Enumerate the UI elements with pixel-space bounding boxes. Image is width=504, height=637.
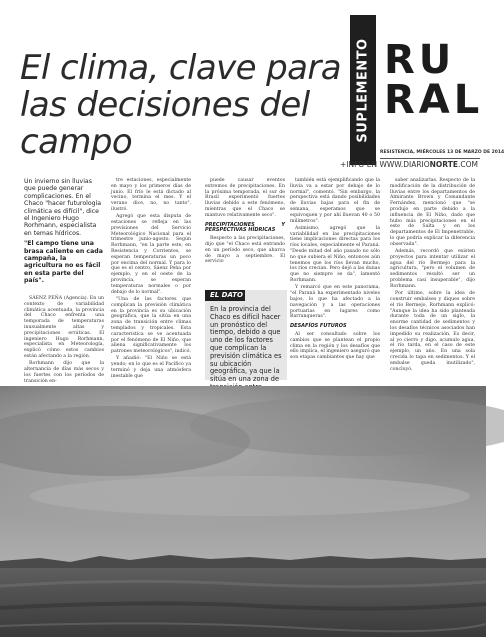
paragraph: Al ser consultado sobre los cambios que se plantean el propio clima en la región y los desafíos que ello implica, el ingeniero aseguró que son etapas cambiantes que hay que [290,331,380,361]
paragraph: Y añadió: "El Niño se está yendo; en lo que es el Pacífico ya terminó y deja una atmósfera inestable que [111,356,191,379]
article-column-2 [111,178,191,381]
paragraph: Por último, sobre la idea de construir embalses y diques sobre el río Bermejo, Rorhmann explicó: "Aunque la idea ha sido planteada durante toda de un siglo, la enorme cantidad de sedimentos y los desafíos técnicos asociados han impedido su realización. Es decir, al yo cierro y digo, acumulo agua, el río tarda, en el caso de este ejemplo, un año. En una sola crecida lo tapa en sedimentos. Y el embalse queda inutilizado", concluyó. [390,291,475,372]
deck-quote: "El campo tiene una brasa caliente en cada campaña, la agricultura no es fácil en esta parte del país". [24,240,103,285]
more-info-link[interactable]: +INFO EN WWW.DIARIONORTE.COM [340,160,478,169]
section-name-line1: RU [384,37,456,83]
paragraph: tre estaciones, especialmente en mayo y los primeros días de junio. El frío le está dictado al vecino, termina el mes. Y el verano dice, no, no tanto", ilustró. [111,178,191,212]
supplement-label: SUPLEMENTO [355,37,371,143]
paragraph: Y remarcó que en este panorama, "el Paraná ha experimentado niveles bajos, lo que ha afectado a la navegación y a las operaciones portuarias en lugares como Barranqueras". [290,285,380,320]
section-name [384,37,484,123]
headline: El clima, clave para las decisiones del campo [20,48,341,162]
paragraph: puede causar eventos extremos de precipitaciones. En la próxima temporada, el sur de Brasil experimentó fuertes lluvias debido a este fenómeno, mientras que el Chaco se mantuvo relativamente seco". [205,178,285,218]
article-column-4 [290,178,380,362]
article-column-5 [390,178,475,374]
fact-box-text: En la provincia del Chaco es difícil hacer un pronóstico del tiempo, debido a que uno de los factores que complican la previsión climática es su ubicación geográfica, ya que la sitúa en una zona de [210,305,282,384]
subheading: PRECIPITACIONES Y PERSPECTIVAS HÍDRICAS [205,221,285,234]
landscape-photo [0,386,486,637]
paragraph: Rorhmann dijo que la alternancia de días más secos y los fuertes con los períodos de transición en- [24,361,104,384]
paragraph: saber analizarlas. Respecto de la modificación de la distribución de lluvias entre los departamentos de Almirante Brown y Comandante Fernández, mencionó que "se produjo en parte debido a la influencia de El Niño, dado que hubo más precipitaciones en el este de Salta y en los departamentos de El Impenetrable, lo que podría explicar la diferencia observada". [390,178,475,247]
paragraph: Respecto a las precipitaciones, dijo que "el Chaco está entrando en un período seco, que abarca de mayo a septiembre. El servicio [205,236,285,265]
subheading: DESAFÍOS FUTUROS [290,323,347,330]
deck-text: Un invierno sin lluvias que puede generar complicaciones. En el Chaco "hacer futurología climática es difícil", dice el Ingeniero Hugo Rorhmann, especialista en temas hídricos. [24,178,102,237]
deck [24,178,104,285]
paragraph: Asimismo, agregó que la variabilidad en las precipitaciones tiene implicaciones directas para los ríos locales, especialmente el Paraná. "Desde mitad del año pasado no sólo no que subiera el Niño, entonces aún tenemos que los ríos llevan mucho, los ríos crecían. Pero dejó a las dunas que no siempre se da", lamentó Rorhmann. [290,225,380,284]
paragraph: SÁENZ PEÑA (Agencia). En un contexto de variabilidad climática acentuada, la provincia del Chaco enfrenta una temporada de temperaturas inusualmente altas y precipitaciones erráticas. El ingeniero Hugo Rorhmann, especialista en Meteorología, explicó cómo estos cambios están afectando a la región. [24,296,104,359]
issue-date: RESISTENCIA, MIÉRCOLES 13 DE MARZO DE 2014 [380,148,480,159]
paragraph: "Una de las factores que complican la previsión climática en la provincia es su ubicación geográfica, que la sitúa en una zona de transición entre climas templados y tropicales. Esta característica se ve acentuada por el fenómeno de El Niño, que aliena significativamente los patrones meteorológicos", indicó. [111,296,191,355]
section-name-line2: RAL [384,77,484,123]
paragraph: también está ejemplificando que la lluvia va a estar por debajo de lo normal", comentó. "Sin embargo, la perspectiva está dando posibilidades de lluvias bajas para el fin de semana, esperamos que se equivoquen y por ahí lluevan 40 o 50 milímetros". [290,178,380,224]
article-column-1 [24,296,104,386]
paragraph: Agregó que esta disputa de estaciones se refleja en las previsiones del Servicio Meteorológico Nacional para el trimestre junio-agosto. Según Rorhmann, "en la parte este, en Resistencia y Corrientes, se esperan temperaturas un poco por encima del normal. Y para lo que es el centro, Sáenz Peña por ejemplo, y en el oeste de la provincia, se esperan temperaturas normales o por debajo de lo normal". [111,214,191,295]
article-column-3 [205,178,285,267]
paragraph: Además, recordó que existen proyectos para intentar utilizar el agua del río Bermejo para la agricultura, "pero el volumen de sedimentos resultó ser un problema casi insuperable", dijo Rorhmann. [390,249,475,289]
fact-box-label: EL DATO [205,290,245,301]
